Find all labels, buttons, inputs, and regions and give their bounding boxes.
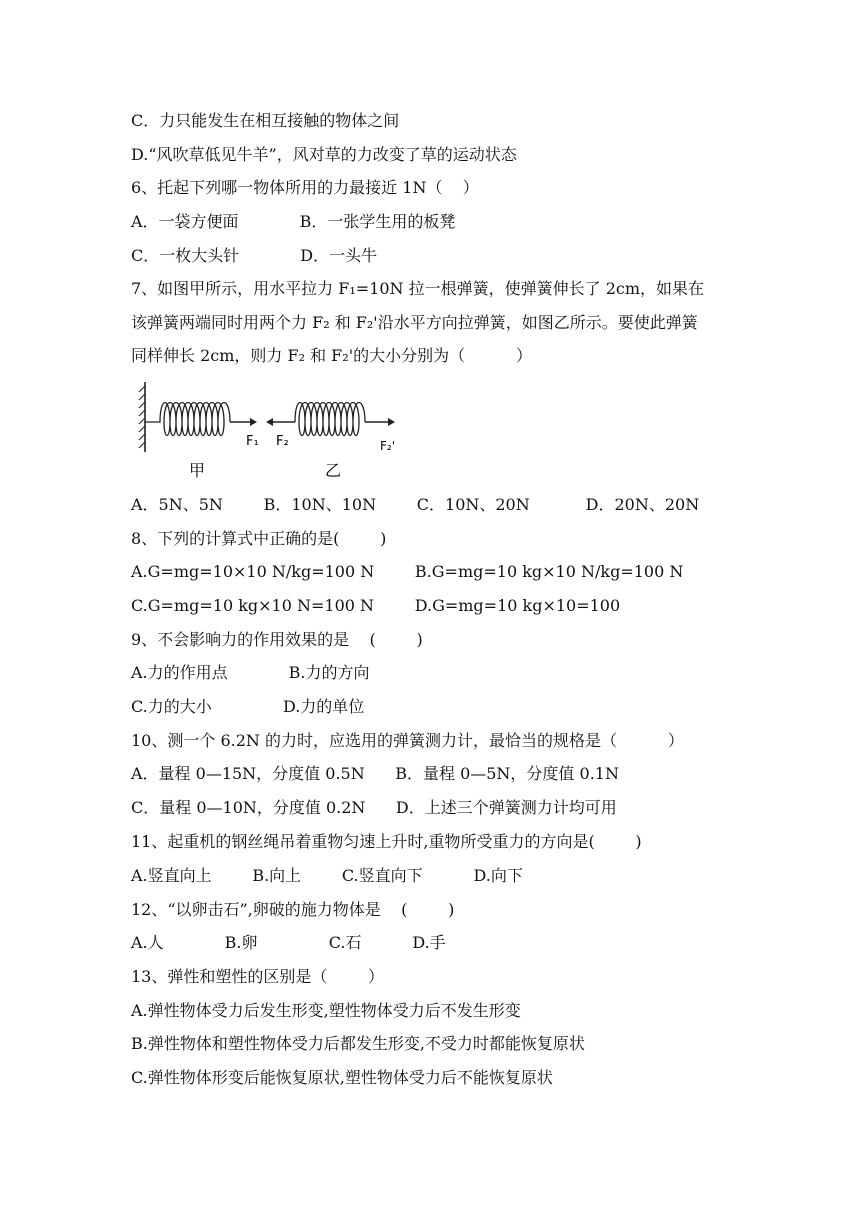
options-q12: A.人 B.卵 C.石 D.手 — [131, 933, 446, 952]
options-q11: A.竖直向上 B.向上 C.竖直向下 D.向下 — [131, 866, 523, 885]
question-13: 13、弹性和塑性的区别是（ ） — [131, 967, 385, 986]
option-b-q13: B.弹性物体和塑性物体受力后都发生形变,不受力时都能恢复原状 — [131, 1034, 585, 1053]
spring-figure — [126, 378, 416, 486]
options-q8-cd: C.G=mg=10 kg×10 N=100 N D.G=mg=10 kg×10=100 — [131, 596, 621, 615]
options-q6-ab: A．一袋方便面 B．一张学生用的板凳 — [131, 212, 456, 231]
question-11: 11、起重机的钢丝绳吊着重物匀速上升时,重物所受重力的方向是( ) — [131, 832, 642, 851]
arrow-f1-icon — [250, 418, 257, 426]
label-f2: F₂ — [276, 434, 289, 449]
question-9: 9、不会影响力的作用效果的是 ( ) — [131, 630, 423, 649]
question-7-line-2: 该弹簧两端同时用两个力 F₂ 和 F₂'沿水平方向拉弹簧，如图乙所示。要使此弹簧 — [131, 313, 698, 332]
spring-yi — [295, 403, 365, 436]
options-q10-ab: A．量程 0—15N，分度值 0.5N B．量程 0—5N，分度值 0.1N — [131, 764, 619, 783]
option-a-q13: A.弹性物体受力后发生形变,塑性物体受力后不发生形变 — [131, 1001, 521, 1020]
arrow-f2-prime-icon — [388, 418, 395, 426]
question-6: 6、托起下列哪一物体所用的力最接近 1N（ ） — [131, 178, 479, 197]
option-c-q13: C.弹性物体形变后能恢复原状,塑性物体受力后不能恢复原状 — [131, 1068, 553, 1087]
arrow-f2-icon — [266, 418, 273, 426]
options-q6-cd: C．一枚大头针 D．一头牛 — [131, 246, 378, 265]
options-q10-cd: C．量程 0—10N，分度值 0.2N D．上述三个弹簧测力计均可用 — [131, 798, 617, 817]
spring-jia — [145, 403, 230, 436]
question-10: 10、测一个 6.2N 的力时，应选用的弹簧测力计，最恰当的规格是（ ） — [131, 731, 684, 750]
options-q9-ab: A.力的作用点 B.力的方向 — [131, 663, 370, 682]
question-8: 8、下列的计算式中正确的是( ) — [131, 529, 387, 548]
option-d-q5: D.“风吹草低见牛羊”，风对草的力改变了草的运动状态 — [131, 145, 517, 164]
options-q7: A．5N、5N B．10N、10N C．10N、20N D．20N、20N — [131, 495, 700, 514]
question-12: 12、“以卵击石”,卵破的施力物体是 ( ) — [131, 900, 455, 919]
options-q8-ab: A.G=mg=10×10 N/kg=100 N B.G=mg=10 kg×10 N/kg=100 N — [131, 562, 684, 581]
label-f2-prime: F₂' — [380, 439, 396, 453]
question-7-line-1: 7、如图甲所示，用水平拉力 F₁=10N 拉一根弹簧，使弹簧伸长了 2cm，如果在 — [131, 279, 705, 298]
options-q9-cd: C.力的大小 D.力的单位 — [131, 697, 365, 716]
question-7-line-3: 同样伸长 2cm，则力 F₂ 和 F₂'的大小分别为（ ） — [131, 346, 532, 365]
option-c-q5: C．力只能发生在相互接触的物体之间 — [131, 111, 400, 130]
caption-jia: 甲 — [189, 461, 206, 480]
caption-yi: 乙 — [325, 461, 342, 480]
label-f1: F₁ — [246, 434, 259, 449]
